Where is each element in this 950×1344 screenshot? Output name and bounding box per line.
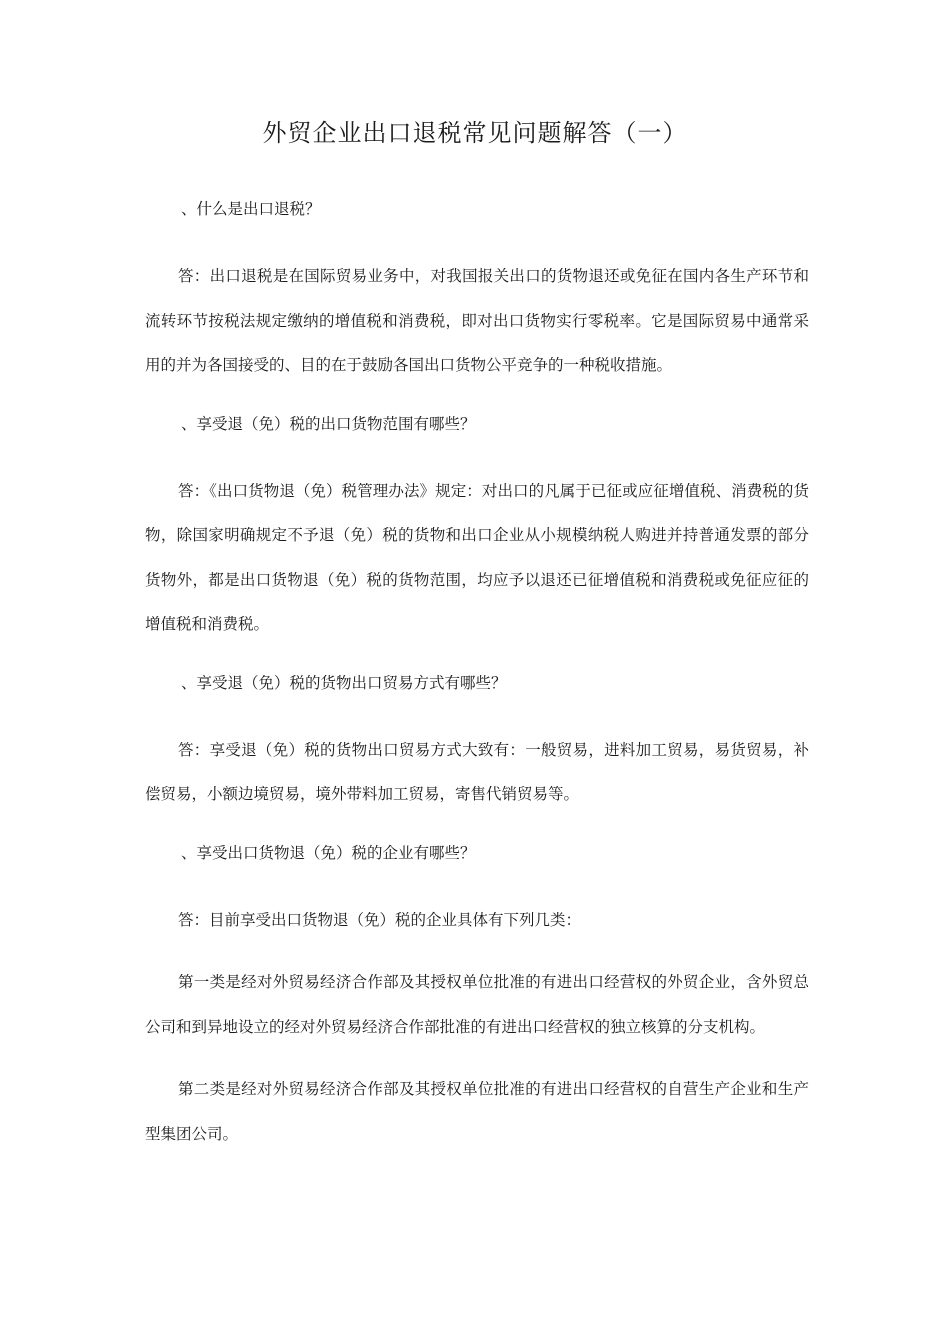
- answer-3: 答：享受退（免）税的货物出口贸易方式大致有：一般贸易，进料加工贸易，易货贸易，补偿贸易，小额边境贸易，境外带料加工贸易，寄售代销贸易等。: [145, 740, 809, 803]
- document-title: 外贸企业出口退税常见问题解答（一）: [262, 119, 688, 147]
- answer-4-category-1: 第一类是经对外贸易经济合作部及其授权单位批准的有进出口经营权的外贸企业，含外贸总公司和到异地设立的经对外贸易经济合作部批准的有进出口经营权的独立核算的分支机构。: [145, 973, 809, 1036]
- answer-4-intro: 答：目前享受出口货物退（免）税的企业具体有下列几类：: [178, 910, 582, 929]
- question-3: 、享受退（免）税的货物出口贸易方式有哪些？: [181, 673, 507, 692]
- question-4: 、享受出口货物退（免）税的企业有哪些？: [181, 843, 476, 862]
- question-2: 、享受退（免）税的出口货物范围有哪些？: [181, 414, 476, 433]
- answer-1: 答：出口退税是在国际贸易业务中，对我国报关出口的货物退还或免征在国内各生产环节和流转环节按税法规定缴纳的增值税和消费税，即对出口货物实行零税率。它是国际贸易中通常采用的并为各国接受的、目的在于鼓励各国出口货物公平竞争的一种税收措施。: [145, 267, 809, 374]
- document-body: [145, 191, 809, 1156]
- question-1: 、什么是出口退税？: [181, 200, 321, 218]
- answer-4-category-2: 第二类是经对外贸易经济合作部及其授权单位批准的有进出口经营权的自营生产企业和生产型集团公司。: [145, 1080, 809, 1143]
- answer-2: 答：《出口货物退（免）税管理办法》规定：对出口的凡属于已征或应征增值税、消费税的货物，除国家明确规定不予退（免）税的货物和出口企业从小规模纳税人购进并持普通发票的部分货物外，都是出口货物退（免）税的货物范围，均应予以退还已征增值税和消费税或免征应征的增值税和消费税。: [145, 481, 809, 633]
